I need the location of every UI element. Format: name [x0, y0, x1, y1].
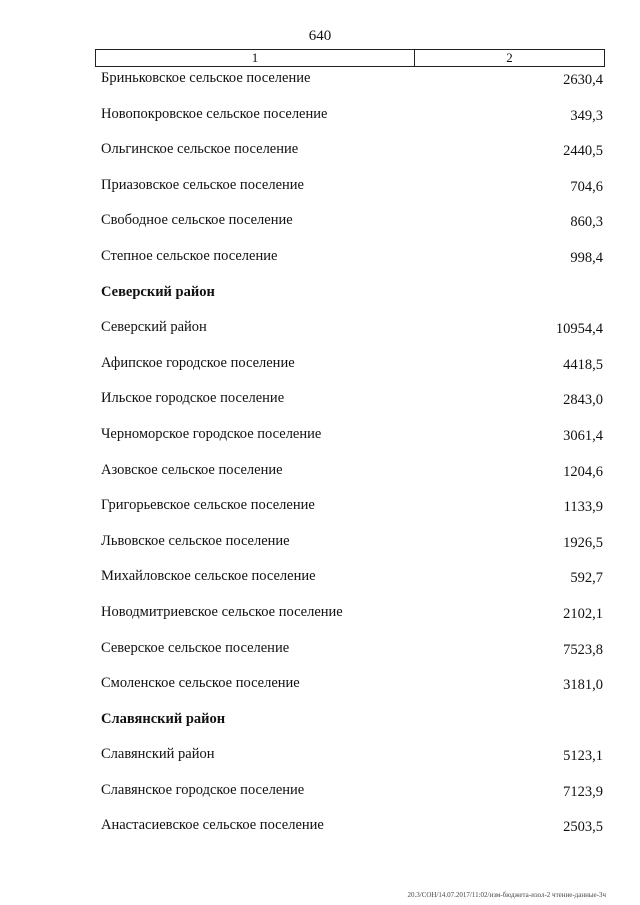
municipality-name: Северский район	[101, 319, 207, 336]
table-row	[0, 173, 640, 209]
page-number: 640	[308, 28, 332, 44]
municipality-name: Львовское сельское поселение	[101, 532, 290, 549]
section-heading: Северский район	[101, 283, 215, 300]
footer-document-code: 20.3/СОН/14.07.2017/11:02/изм-бюджета-изол-2 чтение-данные-3ч	[407, 891, 606, 899]
municipality-name: Ильское городское поселение	[101, 390, 285, 407]
amount-value: 2843,0	[563, 392, 603, 409]
table-column-header	[95, 49, 605, 67]
amount-value: 5123,1	[563, 748, 603, 765]
amount-value: 2630,4	[563, 72, 603, 88]
section-heading-row	[0, 707, 640, 743]
amount-value: 592,7	[570, 570, 603, 587]
municipality-name: Анастасиевское сельское поселение	[101, 817, 324, 834]
table-row	[0, 458, 640, 494]
amount-value: 2440,5	[563, 143, 603, 160]
amount-value: 3061,4	[563, 427, 603, 444]
amount-value: 7523,8	[563, 641, 603, 658]
column-header-2: 2	[506, 50, 513, 65]
table-row	[0, 137, 640, 173]
table-row	[0, 636, 640, 672]
amount-value: 704,6	[570, 178, 603, 195]
table-row	[0, 671, 640, 707]
amount-value: 998,4	[570, 249, 603, 266]
municipality-name: Свободное сельское поселение	[101, 212, 293, 229]
table-row	[0, 493, 640, 529]
amount-value: 349,3	[570, 107, 603, 124]
municipality-name: Славянское городское поселение	[101, 781, 305, 798]
table-row	[0, 600, 640, 636]
section-heading: Славянский район	[101, 710, 226, 727]
amount-value: 7123,9	[563, 783, 603, 800]
municipality-name: Бриньковское сельское поселение	[101, 70, 311, 86]
amount-value: 1204,6	[563, 463, 603, 480]
municipality-name: Новодмитриевское сельское поселение	[101, 603, 343, 620]
table-row	[0, 529, 640, 565]
amount-value: 1133,9	[563, 499, 603, 516]
municipality-name: Афипское городское поселение	[101, 354, 295, 371]
amount-value: 2503,5	[563, 819, 603, 836]
table-row	[0, 66, 640, 102]
table-row	[0, 778, 640, 814]
table-row	[0, 742, 640, 778]
table-row	[0, 422, 640, 458]
table-row	[0, 102, 640, 138]
table-row	[0, 813, 640, 849]
municipality-name: Степное сельское поселение	[101, 247, 278, 264]
amount-value: 2102,1	[563, 605, 603, 622]
table-row	[0, 386, 640, 422]
section-heading-row	[0, 280, 640, 316]
municipality-name: Приазовское сельское поселение	[101, 176, 304, 193]
column-header-1: 1	[96, 50, 415, 66]
municipality-name: Новопокровское сельское поселение	[101, 105, 328, 122]
table-row	[0, 244, 640, 280]
amount-value: 860,3	[570, 214, 603, 231]
municipality-name: Смоленское сельское поселение	[101, 675, 300, 692]
municipality-name: Михайловское сельское поселение	[101, 568, 316, 585]
municipality-name: Ольгинское сельское поселение	[101, 141, 299, 158]
municipality-name: Славянский район	[101, 746, 215, 763]
municipality-name: Северское сельское поселение	[101, 639, 290, 656]
municipality-name: Черноморское городское поселение	[101, 425, 322, 442]
table-row	[0, 564, 640, 600]
table-row	[0, 351, 640, 387]
table-row	[0, 315, 640, 351]
amount-value: 1926,5	[563, 534, 603, 551]
amount-value: 3181,0	[563, 677, 603, 694]
amount-value: 10954,4	[555, 321, 603, 338]
municipality-name: Григорьевское сельское поселение	[101, 497, 315, 514]
table-body	[0, 66, 640, 849]
municipality-name: Азовское сельское поселение	[101, 461, 283, 478]
table-row	[0, 208, 640, 244]
amount-value: 4418,5	[563, 356, 603, 373]
